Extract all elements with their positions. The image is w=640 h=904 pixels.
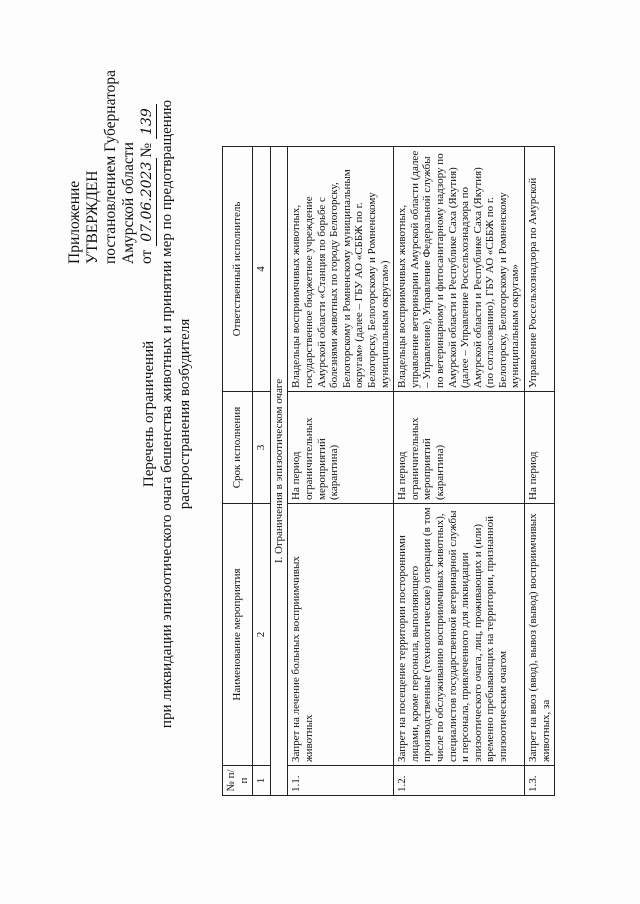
- header-cell-num: № п/п: [223, 766, 253, 796]
- col-number: 4: [253, 147, 271, 392]
- title-line-3: распространения возбудителя: [177, 318, 193, 510]
- header-cell-name: Наименование мероприятия: [223, 504, 253, 766]
- row-number: 1.2.: [394, 766, 525, 796]
- col-number: 2: [253, 504, 271, 766]
- row-number: 1.3.: [525, 766, 555, 796]
- row-measure: Запрет на ввоз (ввод), вывоз (вывод) восприимчивых животных, за: [525, 504, 555, 766]
- column-number-row: [253, 147, 271, 796]
- measures-table: [222, 146, 555, 796]
- table-row: [525, 147, 555, 796]
- title-line-1: Перечень ограничений: [141, 340, 157, 488]
- header-cell-executor: Ответственный исполнитель: [223, 147, 253, 392]
- section-title: I. Ограничения в эпизоотическом очаге: [270, 147, 288, 796]
- row-term: На период: [525, 392, 555, 504]
- col-number: 3: [253, 392, 271, 504]
- title-line-2: при ликвидации эпизоотического очага бешенства животных и принятии мер по предотвращению: [159, 99, 175, 729]
- row-executor: Владельцы восприимчивых животных, государственное бюджетное учреждение Амурской области «Станция по борьбе с болезнями животных по городу Белогорску, Белогорскому и Ромненскому муниципальным округам» (далее – ГБУ АО «СББЖ по г. Белогорску, Белогорскому и Ромненскому муниципальным округам»): [288, 147, 394, 392]
- date-prefix: от: [138, 249, 155, 264]
- header-row: [223, 147, 253, 796]
- approved-label: УТВЕРЖДЕН: [84, 170, 101, 264]
- row-executor: Владельцы восприимчивых животных, управление ветеринарии Амурской области (далее – Управление), Управление Федеральной службы по ветеринарному и фитосанитарному надзору по Амурской области и Республике Саха (Якутия) (далее – Управление Россельхознадзора по Амурской области и Республике Саха (Якутия) (по согласованию), ГБУ АО «СББЖ по г. Белогорску, Белогорскому и Ромненскому муниципальным округам»: [394, 147, 525, 392]
- resolution-label: постановлением Губернатора: [102, 69, 119, 264]
- col-number: 1: [253, 766, 271, 796]
- header-cell-term: Срок исполнения: [223, 392, 253, 504]
- section-row: [270, 147, 288, 796]
- row-measure: Запрет на посещение территории посторонними лицами, кроме персонала, выполняющего производственные (технологические) операции (в том числе по обслуживанию восприимчивых животных), специалистов государственной ветеринарной службы и персонала, привлеченного для ликвидации эпизоотического очага, лиц, проживающих и (или) временно пребывающих на территории, признанной эпизоотическим очагом: [394, 504, 525, 766]
- row-term: На период ограничительных мероприятий (карантина): [394, 392, 525, 504]
- region-label: Амурской области: [120, 142, 137, 264]
- row-number: 1.1.: [288, 766, 394, 796]
- number-prefix: №: [138, 142, 155, 158]
- row-executor: Управление Россельхознадзора по Амурской: [525, 147, 555, 392]
- table-row: [394, 147, 525, 796]
- number-value: 139: [138, 104, 157, 139]
- date-value: 07.06.2023: [138, 158, 157, 246]
- row-measure: Запрет на лечение больных восприимчивых животных: [288, 504, 394, 766]
- row-term: На период ограничительных мероприятий (карантина): [288, 392, 394, 504]
- document-title: [140, 74, 194, 754]
- table-row: [288, 147, 394, 796]
- appendix-label: Приложение: [66, 180, 83, 264]
